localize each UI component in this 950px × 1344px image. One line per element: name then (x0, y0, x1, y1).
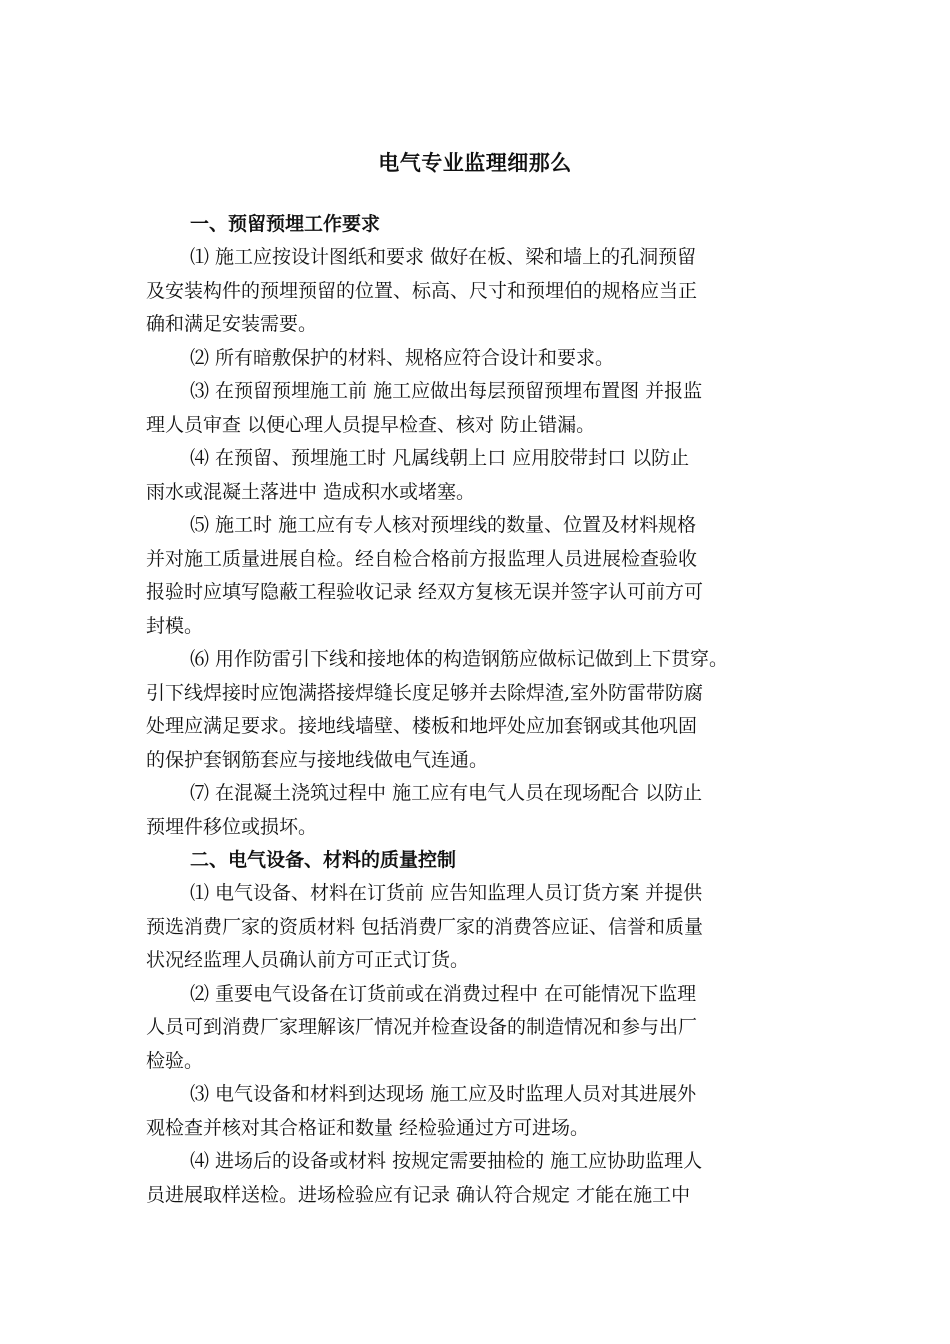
paragraph-line: 预埋件移位或损坏。 (146, 815, 318, 838)
paragraph-line: ⑴ 电气设备、材料在订货前 应告知监理人员订货方案 并提供 (190, 882, 703, 904)
paragraph-line: 封模。 (146, 614, 204, 637)
paragraph-line: ⑵ 重要电气设备在订货前或在消费过程中 在可能情况下监理 (190, 982, 697, 1005)
paragraph (146, 509, 814, 643)
paragraph-line: ⑴ 施工应按设计图纸和要求 做好在板、梁和墙上的孔洞预留 (190, 246, 697, 268)
paragraph (146, 342, 814, 376)
paragraph-line: 引下线焊接时应饱满搭接焊缝长度足够并去除焊渣,室外防雷带防腐 (146, 681, 704, 704)
paragraph-line: 处理应满足要求。接地线墙壁、楼板和地坪处应加套钢或其他巩固 (146, 715, 698, 737)
paragraph-line: ⑺ 在混凝土浇筑过程中 施工应有电气人员在现场配合 以防止 (190, 782, 703, 804)
paragraph-line: 确和满足安装需要。 (146, 313, 318, 335)
paragraph (146, 777, 814, 844)
paragraph (146, 1145, 814, 1212)
paragraph-line: 的保护套钢筋套应与接地线做电气连通。 (146, 748, 489, 771)
paragraph-line: ⑷ 进场后的设备或材料 按规定需要抽检的 施工应协助监理人 (190, 1150, 703, 1172)
paragraph-line: 观检查并核对其合格证和数量 经检验通过方可进场。 (146, 1116, 590, 1139)
paragraph (146, 375, 814, 442)
paragraph-line: 状况经监理人员确认前方可正式订货。 (146, 949, 470, 971)
paragraph (146, 978, 814, 1079)
section-heading: 一、预留预埋工作要求 (190, 213, 381, 235)
paragraph-line: ⑷ 在预留、预埋施工时 凡属线朝上口 应用胶带封口 以防止 (190, 447, 690, 469)
paragraph-line: ⑸ 施工时 施工应有专人核对预埋线的数量、位置及材料规格 (190, 514, 697, 536)
paragraph (146, 643, 814, 777)
paragraph (146, 1078, 814, 1145)
paragraph-line: ⑶ 电气设备和材料到达现场 施工应及时监理人员对其进展外 (190, 1083, 697, 1105)
section-heading: 二、电气设备、材料的质量控制 (190, 849, 457, 871)
paragraph-line: ⑹ 用作防雷引下线和接地体的构造钢筋应做标记做到上下贯穿。 (190, 648, 729, 670)
paragraph-line: 及安装构件的预埋预留的位置、标高、尺寸和预埋伯的规格应当正 (146, 279, 698, 302)
paragraph-line: 员进展取样送检。进场检验应有记录 确认符合规定 才能在施工中 (146, 1183, 691, 1206)
paragraph-line: 人员可到消费厂家理解该厂情况并检查设备的制造情况和参与出厂 (146, 1016, 698, 1038)
document-title: 电气专业监理细那么 (378, 151, 572, 175)
paragraph-line: 报验时应填写隐蔽工程验收记录 经双方复核无误并签字认可前方可 (146, 581, 704, 603)
paragraph-line: 检验。 (146, 1049, 204, 1072)
paragraph-line: 并对施工质量进展自检。经自检合格前方报监理人员进展检查验收 (146, 547, 698, 570)
paragraph-line: 预选消费厂家的资质材料 包括消费厂家的消费答应证、信誉和质量 (146, 915, 704, 938)
document-body (146, 208, 814, 1212)
paragraph (146, 241, 814, 342)
paragraph (146, 877, 814, 978)
paragraph-line: ⑶ 在预留预埋施工前 施工应做出每层预留预埋布置图 并报监 (190, 380, 703, 402)
paragraph-line: ⑵ 所有暗敷保护的材料、规格应符合设计和要求。 (190, 346, 615, 369)
paragraph (146, 442, 814, 509)
paragraph-line: 雨水或混凝土落进中 造成积水或堵塞。 (146, 480, 476, 503)
paragraph-line: 理人员审查 以便心理人员提早检查、核对 防止错漏。 (146, 413, 596, 436)
